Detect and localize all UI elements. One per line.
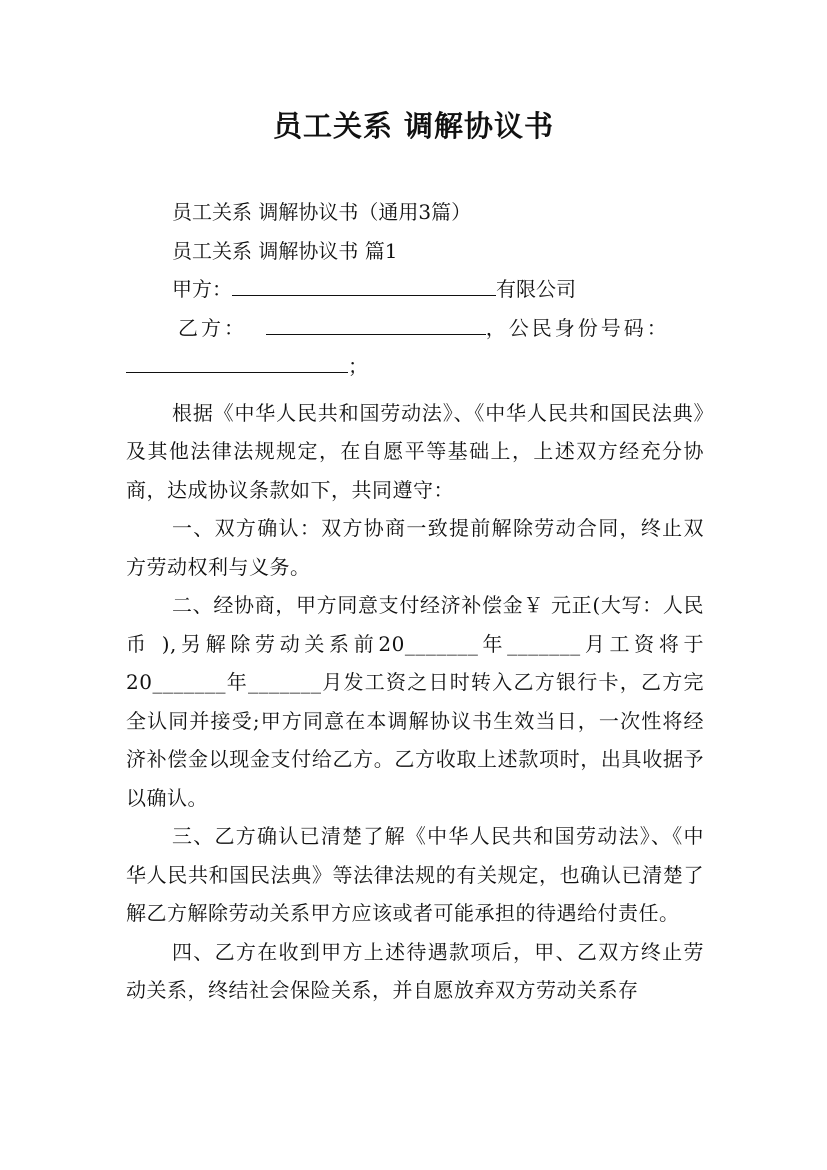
document-body: [126, 193, 704, 1010]
paragraph-clause-3: 三、乙方确认已清楚了解《中华人民共和国劳动法》、《中华人民共和国民法典》等法律法规的有关规定，也确认已清楚了解乙方解除劳动关系甲方应该或者可能承担的待遇给付责任。: [126, 824, 704, 925]
subtitle-article-1: 员工关系 调解协议书 篇1: [172, 238, 398, 263]
party-b-label: 乙方：: [178, 315, 247, 340]
party-a-suffix: 有限公司: [496, 277, 576, 301]
paragraph-preamble: 根据《中华人民共和国劳动法》、《中华人民共和国民法典》及其他法律法规规定，在自愿平等基础上，上述双方经充分协商，达成协议条款如下，共同遵守：: [126, 400, 704, 502]
party-b-id-label: ，公民身份号码：: [485, 315, 670, 340]
paragraph-clause-2: 二、经协商，甲方同意支付经济补偿金￥ 元正(大写：人民币 ),另解除劳动关系前20_______年_______月工资将于20_______年_______月发工资之日时转入乙方银行卡，乙方完全认同并接受;甲方同意在本调解协议书生效当日，一次性将经济补偿金以现金支付给乙方。乙方收取上述款项时，出具收据予以确认。: [126, 593, 704, 810]
party-b-id-line: [126, 347, 704, 386]
party-b-end: ；: [348, 354, 368, 378]
party-b-name-blank: [266, 312, 486, 335]
party-a-line: [126, 270, 704, 309]
party-a-blank: [232, 273, 496, 296]
paragraph-clause-4: 四、乙方在收到甲方上述待遇款项后，甲、乙双方终止劳动关系，终结社会保险关系，并自愿放弃双方劳动关系存: [126, 939, 704, 1002]
paragraph-clause-1: 一、双方确认：双方协商一致提前解除劳动合同，终止双方劳动权利与义务。: [126, 516, 704, 579]
party-a-label: 甲方：: [172, 277, 232, 301]
document-title: 员工关系 调解协议书: [272, 109, 555, 143]
party-b-line: [126, 309, 704, 348]
subtitle-all-articles: 员工关系 调解协议书（通用3篇）: [172, 200, 472, 224]
party-b-id-blank: [126, 350, 348, 373]
